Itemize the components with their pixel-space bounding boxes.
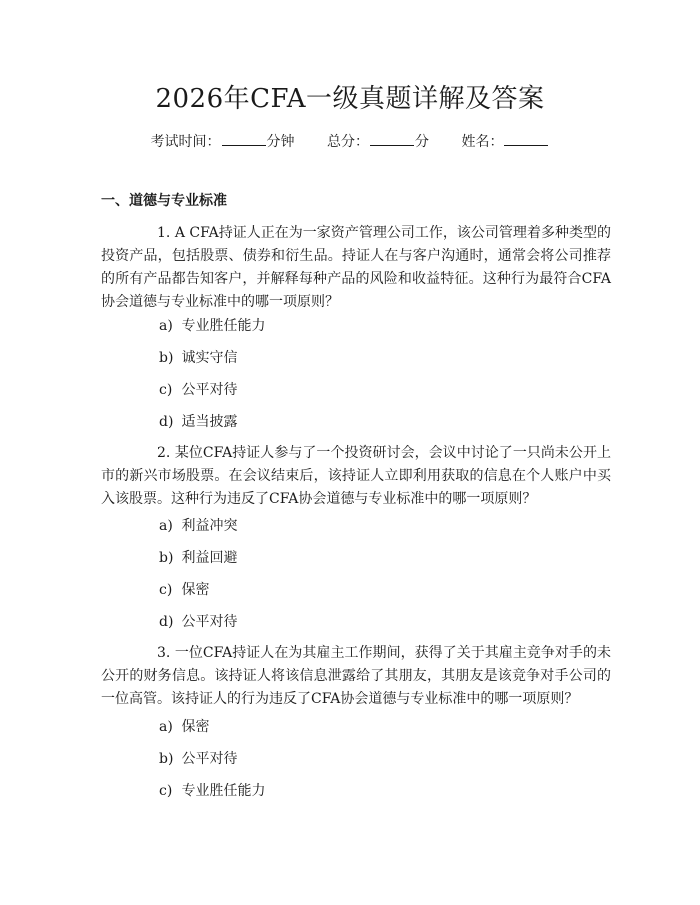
option-item[interactable]	[159, 612, 237, 632]
exam-time-label: 考试时间：	[150, 134, 221, 150]
question-3	[101, 642, 611, 711]
option-letter: c)	[159, 382, 173, 398]
document-title: 2026年CFA一级真题详解及答案	[155, 84, 545, 114]
option-letter: a)	[159, 318, 173, 334]
option-item[interactable]	[159, 412, 237, 432]
question-1	[101, 222, 611, 314]
option-letter: b)	[159, 751, 174, 767]
name-field	[461, 131, 549, 152]
option-text: 专业胜任能力	[181, 318, 266, 334]
option-text: 公平对待	[181, 382, 238, 398]
total-score-unit: 分	[415, 134, 429, 150]
option-text: 保密	[181, 582, 210, 598]
option-text: 利益冲突	[181, 518, 238, 534]
total-score-label: 总分：	[327, 134, 369, 150]
option-letter: d)	[159, 414, 174, 430]
question-text: 一位CFA持证人在为其雇主工作期间，获得了关于其雇主竞争对手的未公开的财务信息。该持证人将该信息泄露给了其朋友，其朋友是该竞争对手公司的一位高管。该持证人的行为违反了CFA协会道德与专业标准中的哪一项原则？	[101, 645, 611, 707]
option-item[interactable]	[159, 380, 237, 400]
option-text: 专业胜任能力	[181, 783, 266, 799]
name-label: 姓名：	[461, 134, 504, 150]
question-text: 某位CFA持证人参与了一个投资研讨会，会议中讨论了一只尚未公开上市的新兴市场股票。在会议结束后，该持证人立即利用获取的信息在个人账户中买入该股票。这种行为违反了CFA协会道德与专业标准中的哪一项原则？	[101, 445, 611, 507]
option-item[interactable]	[159, 316, 265, 336]
option-item[interactable]	[159, 717, 209, 737]
option-letter: c)	[159, 582, 173, 598]
option-item[interactable]	[159, 580, 209, 600]
option-item[interactable]	[159, 348, 237, 368]
option-letter: b)	[159, 350, 174, 366]
name-blank[interactable]	[504, 131, 548, 146]
option-text: 利益回避	[181, 550, 238, 566]
option-item[interactable]	[159, 749, 237, 769]
exam-time-unit: 分钟	[266, 134, 295, 150]
exam-info-row	[0, 131, 700, 152]
question-number: 3.	[157, 645, 171, 661]
question-text: A CFA持证人正在为一家资产管理公司工作，该公司管理着多种类型的投资产品，包括股票、债券和衍生品。持证人在与客户沟通时，通常会将公司推荐的所有产品都告知客户，并解释每种产品的风险和收益特征。这种行为最符合CFA协会道德与专业标准中的哪一项原则？	[101, 225, 611, 310]
total-score-blank[interactable]	[370, 131, 414, 146]
question-number: 2.	[157, 445, 171, 461]
option-letter: a)	[159, 518, 173, 534]
option-item[interactable]	[159, 548, 237, 568]
option-letter: a)	[159, 719, 173, 735]
option-text: 适当披露	[181, 414, 238, 430]
exam-time-field	[151, 131, 295, 152]
option-letter: b)	[159, 550, 174, 566]
option-text: 保密	[181, 719, 210, 735]
option-item[interactable]	[159, 781, 265, 801]
section-heading: 一、道德与专业标准	[101, 193, 227, 209]
question-number: 1.	[157, 225, 171, 241]
option-text: 公平对待	[181, 751, 238, 767]
option-letter: d)	[159, 614, 174, 630]
option-text: 公平对待	[181, 614, 238, 630]
option-letter: c)	[159, 783, 173, 799]
total-score-field	[327, 131, 429, 152]
question-2	[101, 442, 611, 511]
option-item[interactable]	[159, 516, 237, 536]
option-text: 诚实守信	[181, 350, 238, 366]
exam-time-blank[interactable]	[222, 131, 266, 146]
